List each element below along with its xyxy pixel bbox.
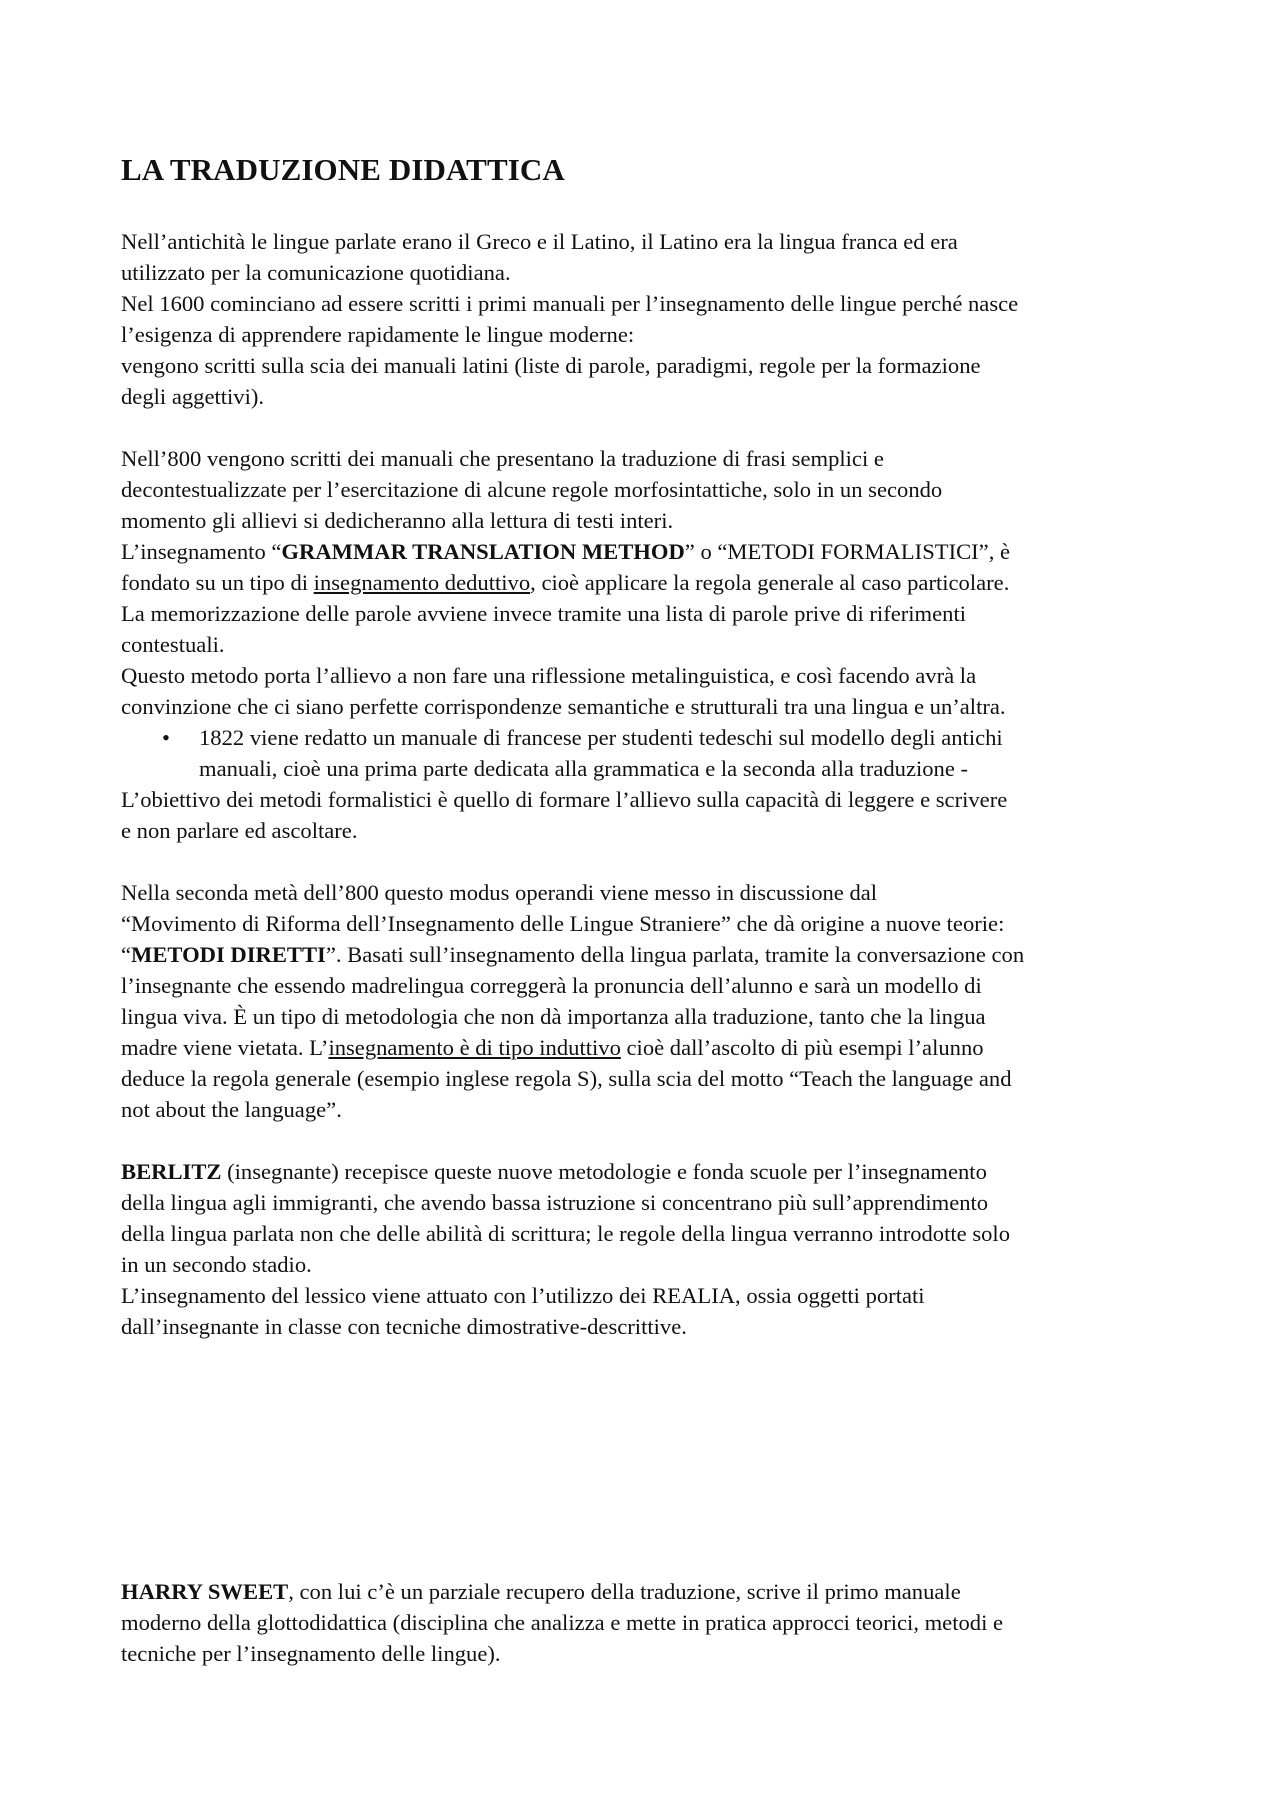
paragraph-berlitz: [121, 1156, 1181, 1342]
text-line: [121, 939, 1181, 970]
list-item-text: 1822 viene redatto un manuale di francese per studenti tedeschi sul modello degli antichi: [199, 725, 1003, 750]
text-line: e non parlare ed ascoltare.: [121, 818, 358, 843]
harry-sweet-name: HARRY SWEET: [121, 1579, 289, 1604]
text-line: deduce la regola generale (esempio inglese regola S), sulla scia del motto “Teach the language and: [121, 1066, 1012, 1091]
document-page: [121, 150, 1181, 1669]
paragraph-800-manuals: [121, 443, 1181, 846]
bullet-list: [121, 722, 1181, 784]
text-line: Nel 1600 cominciano ad essere scritti i primi manuali per l’insegnamento delle lingue perché nasce: [121, 291, 1019, 316]
text-segment: (insegnante) recepisce queste nuove metodologie e fonda scuole per l’insegnamento: [221, 1159, 987, 1184]
text-line: convinzione che ci siano perfette corrispondenze semantiche e strutturali tra una lingua e un’altra.: [121, 694, 1006, 719]
text-line: della lingua parlata non che delle abilità di scrittura; le regole della lingua verranno introdotte solo: [121, 1221, 1011, 1246]
text-segment: , cioè applicare la regola generale al caso particolare.: [530, 570, 1010, 595]
spacer: [121, 190, 1181, 226]
spacer: [121, 1342, 1181, 1576]
text-line: “Movimento di Riforma dell’Insegnamento delle Lingue Straniere” che dà origine a nuove teorie:: [121, 911, 1005, 936]
text-line: degli aggettivi).: [121, 384, 265, 409]
inductive-teaching-term: insegnamento è di tipo induttivo: [328, 1035, 621, 1060]
spacer: [121, 412, 1181, 443]
text-line: Nell’800 vengono scritti dei manuali che presentano la traduzione di frasi semplici e: [121, 446, 884, 471]
bullet-icon: •: [162, 725, 170, 750]
text-segment: , con lui c’è un parziale recupero della traduzione, scrive il primo manuale: [288, 1579, 961, 1604]
text-line: decontestualizzate per l’esercitazione di alcune regole morfosintattiche, solo in un secondo: [121, 477, 943, 502]
text-segment: ” o “METODI FORMALISTICI”, è: [684, 539, 1011, 564]
text-segment: cioè dall’ascolto di più esempi l’alunno: [620, 1035, 984, 1060]
paragraph-antiquity: [121, 226, 1181, 412]
text-line: in un secondo stadio.: [121, 1252, 312, 1277]
text-line: tecniche per l’insegnamento delle lingue).: [121, 1641, 501, 1666]
text-line: [121, 567, 1181, 598]
text-segment: ”. Basati sull’insegnamento della lingua parlata, tramite la conversazione con: [325, 942, 1025, 967]
text-line: moderno della glottodidattica (disciplina che analizza e mette in pratica approcci teorici, metodi e: [121, 1610, 1004, 1635]
text-line: [121, 1156, 1181, 1187]
text-line: utilizzato per la comunicazione quotidiana.: [121, 260, 511, 285]
text-segment: L’insegnamento “: [121, 539, 282, 564]
text-line: [121, 1576, 1181, 1607]
paragraph-harry-sweet: [121, 1576, 1181, 1669]
text-line: momento gli allievi si dedicheranno alla lettura di testi interi.: [121, 508, 674, 533]
text-line: L’obiettivo dei metodi formalistici è quello di formare l’allievo sulla capacità di leggere e scrivere: [121, 787, 1008, 812]
text-segment: “: [121, 942, 132, 967]
text-line: L’insegnamento del lessico viene attuato con l’utilizzo dei REALIA, ossia oggetti portati: [121, 1283, 925, 1308]
grammar-translation-term: GRAMMAR TRANSLATION METHOD: [281, 539, 685, 564]
text-line: dall’insegnante in classe con tecniche dimostrative-descrittive.: [121, 1314, 687, 1339]
deductive-teaching-term: insegnamento deduttivo: [313, 570, 531, 595]
spacer: [121, 1125, 1181, 1156]
text-line: not about the language”.: [121, 1097, 342, 1122]
text-line: [121, 1032, 1181, 1063]
text-line: contestuali.: [121, 632, 225, 657]
list-item-continuation: manuali, cioè una prima parte dedicata alla grammatica e la seconda alla traduzione -: [199, 756, 969, 781]
list-item: [121, 722, 1181, 753]
spacer: [121, 846, 1181, 877]
text-line: Questo metodo porta l’allievo a non fare una riflessione metalinguistica, e così facendo avrà la: [121, 663, 977, 688]
document-title: LA TRADUZIONE DIDATTICA: [121, 152, 565, 187]
text-line: vengono scritti sulla scia dei manuali latini (liste di parole, paradigmi, regole per la formazione: [121, 353, 981, 378]
paragraph-direct-methods: [121, 877, 1181, 1125]
text-line: La memorizzazione delle parole avviene invece tramite una lista di parole prive di riferimenti: [121, 601, 967, 626]
text-line: della lingua agli immigranti, che avendo bassa istruzione si concentrano più sull’apprendimento: [121, 1190, 989, 1215]
text-line: lingua viva. È un tipo di metodologia che non dà importanza alla traduzione, tanto che la lingua: [121, 1004, 986, 1029]
berlitz-name: BERLITZ: [121, 1159, 222, 1184]
text-line: Nell’antichità le lingue parlate erano il Greco e il Latino, il Latino era la lingua franca ed era: [121, 229, 958, 254]
text-line: l’insegnante che essendo madrelingua correggerà la pronuncia dell’alunno e sarà un modello di: [121, 973, 982, 998]
text-line: l’esigenza di apprendere rapidamente le lingue moderne:: [121, 322, 635, 347]
text-segment: madre viene vietata. L’: [121, 1035, 329, 1060]
text-line: Nella seconda metà dell’800 questo modus operandi viene messo in discussione dal: [121, 880, 878, 905]
direct-methods-term: METODI DIRETTI: [131, 942, 326, 967]
text-line: [121, 536, 1181, 567]
text-segment: fondato su un tipo di: [121, 570, 314, 595]
